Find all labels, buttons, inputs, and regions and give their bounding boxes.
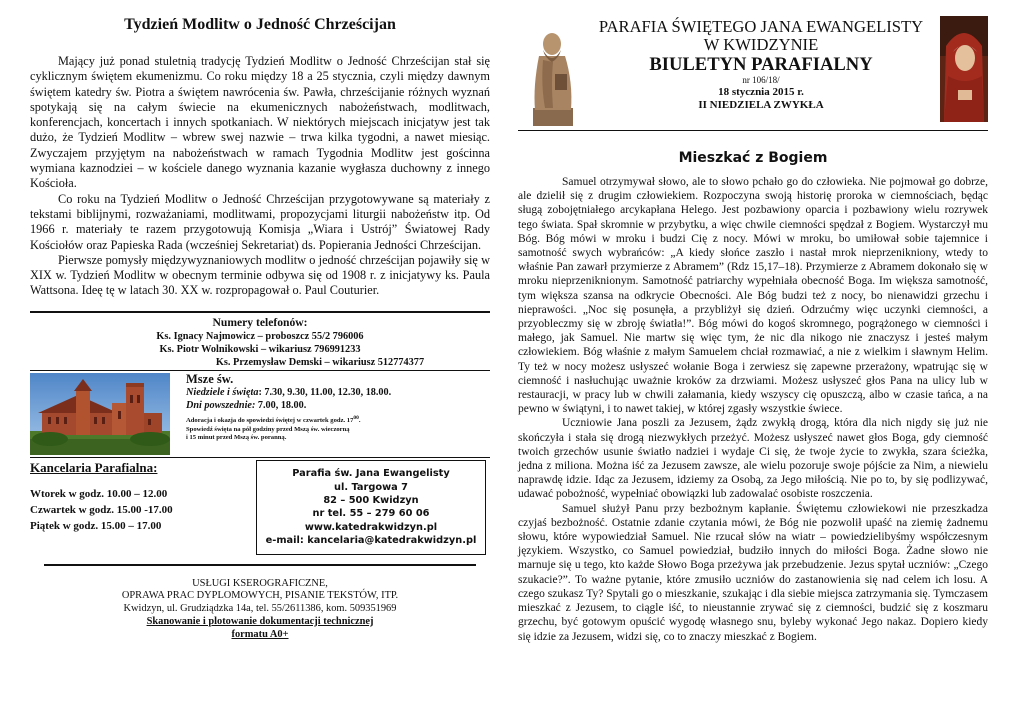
divider	[30, 311, 490, 313]
left-column	[30, 12, 490, 642]
header-text	[586, 18, 936, 111]
mass-section	[30, 373, 490, 455]
email-link[interactable]: e-mail: kancelaria@katedrakwidzyn.pl	[265, 535, 477, 547]
ad-line: formatu A0+	[231, 628, 289, 640]
ad-line: OPRAWA PRAC DYPLOMOWYCH, PISANIE TEKSTÓW, ITP.	[121, 590, 399, 602]
divider	[30, 457, 490, 458]
address-line: Parafia św. Jana Ewangelisty	[292, 468, 450, 480]
ad-line: USŁUGI KSEROGRAFICZNE,	[192, 577, 328, 589]
left-paragraph: Mający już ponad stuletnią tradycję Tydzień Modlitw o Jedność Chrześcijan stał się cyklicznym świętem ekumenizmu. Co roku między 18 a 25 stycznia, czyli między dawnym świętem katedry św. Piotra a świętem nawrócenia św. Pawła, chrześcijanie różnych wyznań spotykają się na całym świecie na ekumenicznych nabożeństwach, modlitwach, konferencjach, koncertach i innych spotkaniach. W niektórych miejscach inicjatyw jest tak dużo, że Tydzień Modlitw – wbrew swej nazwie – trwa kilka tygodni, a nawet miesiąc. Zwyczajem przyjętym na nabożeństwach w ramach Tygodnia Modlitw jest gościnna wymiana kaznodziei – w kościele danego wyznania kazanie wygłasza duchowny z innego Kościoła.	[30, 54, 490, 191]
cathedral-photo	[30, 373, 170, 455]
address-line: nr tel. 55 – 279 60 06	[312, 508, 430, 520]
article-title: Mieszkać z Bogiem	[678, 150, 828, 166]
left-paragraph: Co roku na Tydzień Modlitw o Jedność Chrześcijan przygotowywane są materiały z tekstami biblijnymi, rozważaniami, modlitwami, propozycjami liturgii nabożeństw itp. Od 1966 r. materiały te razem przygotowują Komisja „Wiara i Ustrój” Światowej Rady Kościołów oraz Papieska Rada (wcześniej Sekretariat) ds. Popierania Jedności Chrześcijan.	[30, 191, 490, 252]
mass-times	[186, 373, 391, 442]
divider	[44, 564, 476, 566]
sunday-times: : 7.30, 9.30, 11.00, 12.30, 18.00.	[258, 387, 392, 399]
sunday-mass	[186, 386, 391, 399]
weekday-times: 7.00, 18.00.	[255, 400, 307, 412]
bulletin-title: BIULETYN PARAFIALNY	[649, 54, 873, 75]
office-hours	[30, 460, 230, 554]
services-ad	[30, 578, 490, 642]
mass-note: Spowiedź święta na pół godziny przed Mszą św. wieczorną	[186, 425, 350, 433]
office-section	[30, 460, 490, 554]
liturgical-sunday: II NIEDZIELA ZWYKŁA	[698, 98, 824, 111]
parish-name: PARAFIA ŚWIĘTEGO JANA EWANGELISTY	[598, 17, 924, 36]
phones-title: Numery telefonów:	[212, 315, 308, 329]
office-hours-line: Piątek w godz. 15.00 – 17.00	[30, 520, 162, 533]
mass-note: Adoracja i okazja do spowiedzi świętej w czwartek godz. $17^{00}$.	[186, 415, 361, 425]
divider	[518, 130, 988, 131]
phone-line: Ks. Ignacy Najmowicz – proboszcz 55/2 796006	[156, 331, 364, 343]
bulletin-header	[518, 12, 988, 130]
address-line: ul. Targowa 7	[334, 481, 408, 493]
parish-town: W KWIDZYNIE	[703, 35, 819, 54]
article-paragraph: Samuel służył Panu przy bezbożnym kapłanie. Świętemu człowiekowi nie przeszkadza czyjaś bezbożność. Ostatnie zdanie czytania mówi, że Bóg nie pozwolił upaść na ziemię żadnemu słowu, które wypowiedział Samuel. Nie rzucał słów na wiatr – powiedzielibyśmy współczesnym językiem. Wszystko, co Samuel powiedział, budziło innych do miłości Boga. Żadne słowo nie marnuje się u tego, kto każde Słowo Boga przeżywa jak przebudzenie. Jezus spytał uczniów: „Czego szukacie?”. To ważne pytanie, które zmusiło uczniów do zastanowienia się nad celem ich losu. A czego szukasz Ty? Spytali go o mieszkanie, szukając i dla siebie miejsca zatrzymania się. Tymczasem mieszkać z Jezusem, to ciągle iść, to nieustannie zrywać się z ciemności, budzić się z koszmaru grzechu, być gotowym opuścić wygodę własnego snu, byleby wykonać Jego nakaz. Dopiero kiedy się idzie za Jezusem, widzi się, co to znaczy mieszkać z Bogiem.	[518, 502, 988, 643]
right-column	[518, 12, 988, 644]
office-hours-line: Wtorek w godz. 10.00 – 12.00	[30, 488, 168, 501]
sunday-label: Niedziele i święta	[186, 387, 259, 399]
article-paragraph: Samuel otrzymywał słowo, ale to słowo pchało go do człowieka. Nie pojmował go dobrze, ale dzielił się z drugim człowiekiem. Rozpoczyna swoją historię proroka w ciemnościach, będąc sługą zobojętniałego arcykapłana Helego. Jest pozbawiony oparcia i pozbawiony wielu rozrywek tego świata. Spał skromnie w przybytku, a więc chwile ciemności spędzał z Bogiem. Wystarczył mu Bóg. Bóg mówi w mroku i budzi Cię z nocy. Mówi w mroku, bo umiłował sobie tajemnice i samotność swych wybrańców: „A kiedy słońce zaszło i nastał mrok nieprzenikniony, wtedy to właśnie Pan zawarł przymierze z Abramem” (Rdz 15,17–18). Przymierze z Abramem dokonało się w mroku nieprzeniknionym. Samotność patriarchy wypełniała obecność Boga. Im większa samotność, tym większa szansa na odkrycie Obecności. Ale Bóg budzi też z nocy, bo nienawidzi grzechu i nieprawości. „Noc się posunęła, a przybliżył się dzień. Odrzućmy więc uczynki ciemności, a przyobleczmy się w zbroję światła!”. Bóg mówi do kogoś skromnego, pogrążonego w ciemności i małego, jak Samuel. Nie martw się więc tym, że nic dla nikogo nie znaczysz i jesteś małym człowiekiem. Bóg właśnie z małym Samuelem chciał rozmawiać, a nie z wielkim i sławnym Helim. Ty też w nocy możesz usłyszeć wołanie Boga i zerwiesz się zapewne przerażony, wpatrując się w ciemność i nasłuchując uważnie kroków za drzwiami. Możesz usłyszeć głos Pana na ulicy lub w restauracji, w pracy lub w chwili załamania, kiedy wszyscy cię opuszczą, albo w czasie tańca, a na pewno w świątyni, i to nawet takiej, w której zgasły wszystkie świece.	[518, 176, 988, 416]
madonna-painting-image	[940, 16, 988, 122]
weekday-label: Dni powszednie:	[186, 400, 256, 412]
mass-note: i 15 minut przed Mszą św. poranną.	[186, 433, 287, 441]
phone-line: Ks. Piotr Wolnikowski – wikariusz 796991233	[159, 343, 361, 355]
mass-title: Msze św.	[186, 372, 234, 387]
website-link[interactable]: www.katedrakwidzyn.pl	[304, 521, 438, 533]
left-article-title: Tydzień Modlitw o Jedność Chrześcijan	[124, 16, 396, 33]
note-sup: 00	[353, 415, 359, 422]
article-body	[518, 175, 988, 644]
office-title: Kancelaria Parafialna:	[30, 460, 158, 476]
address-box	[256, 460, 486, 554]
note-text: Adoracja i okazja do spowiedzi świętej w czwartek godz. 17	[186, 417, 354, 425]
address-line: 82 – 500 Kwidzyn	[323, 494, 419, 506]
article-paragraph: Uczniowie Jana poszli za Jezusem, żądz zwykłą drogą, która dla nich nigdy się już nie skończyła i stała się drogą niezwykłych przeżyć. Możesz usłyszeć nawet głos Boga, gdy ciemność twoich grzechów usunie światło nadziei i wydaje Ci się, że twoje życie to zwykła, szara ścieżka, jedna z miliona. Można iść za Jezusem zawsze, ale wielu pozoruje swoje pójście za Nim, a niewielu naprawdę idzie. Idąc za Jezusem, idziemy za Osobą, za Jego miłością. Nie po to, by się podlizywać, udawać pobożność, wypełniać obowiązki lub zadowalać osobiste roszczenia.	[518, 417, 988, 501]
issue-number: nr 106/18/	[742, 75, 780, 85]
weekday-mass	[186, 399, 391, 412]
left-article-body	[30, 54, 490, 299]
left-paragraph: Pierwsze pomysły międzywyznaniowych modlitw o jedność chrześcijan pojawiły się w XIX w. Tydzień Modlitw w obecnym terminie odbywa się od 1908 r. z inicjatywy ks. Paula Wattsona. Ideę tę w latach 30. XX w. rozpropagował o. Paul Couturier.	[30, 252, 490, 298]
phone-line: Ks. Przemysław Demski – wikariusz 512774377	[215, 356, 425, 368]
saint-statue-image	[523, 16, 581, 129]
ad-line: Kwidzyn, ul. Grudziądzka 14a, tel. 55/2611386, kom. 509351969	[123, 603, 397, 615]
office-hours-line: Czwartek w godz. 15.00 -17.00	[30, 504, 173, 517]
divider	[30, 370, 490, 371]
issue-date: 18 stycznia 2015 r.	[718, 86, 804, 98]
ad-line: Skanowanie i plotowanie dokumentacji technicznej	[146, 615, 374, 627]
phone-numbers	[30, 317, 490, 369]
